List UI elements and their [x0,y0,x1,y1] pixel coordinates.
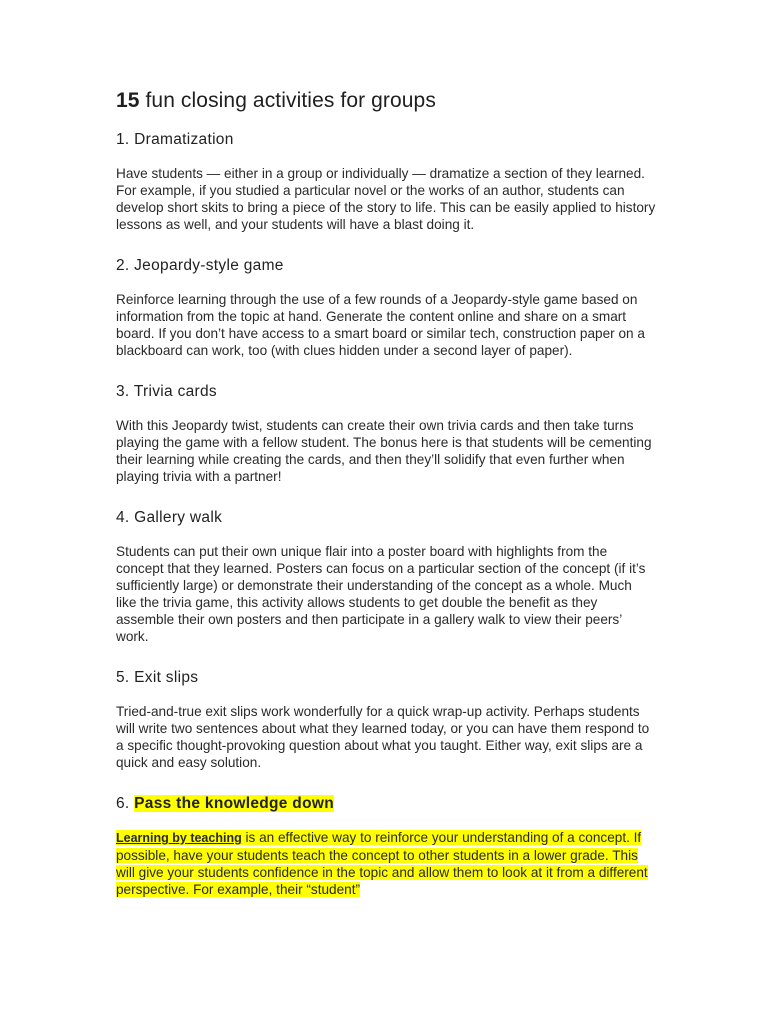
section-body-6-highlight [116,830,648,897]
section-heading-4: 4. Gallery walk [116,509,223,526]
page-title-text: fun closing activities for groups [139,89,436,112]
section-body-5: Tried-and-true exit slips work wonderfully for a quick wrap-up activity. Perhaps students will write two sentences about what they learned today, or you can have them respond to a specific thought-provoking question about what you taught. Either way, exit slips are a quick and easy solution. [116,704,650,770]
section-heading-5: 5. Exit slips [116,669,199,686]
section-heading-1: 1. Dramatization [116,131,234,148]
page-title-number: 15 [116,89,140,112]
section-body-3: With this Jeopardy twist, students can create their own trivia cards and then take turns playing the game with a fellow student. The bonus here is that students will be cementing their learning while creating the cards, and then they’ll solidify that even further when playing trivia with a partner! [116,418,652,484]
section-heading-6 [116,794,656,814]
document-page [116,88,656,921]
learning-by-teaching-link[interactable]: Learning by teaching [116,831,242,845]
section-heading-6-number: 6. [116,795,135,812]
section-body-4: Students can put their own unique flair into a poster board with highlights from the concept that they learned. Posters can focus on a particular section of the concept (if it’s sufficiently large) or demonstrate their understanding of the concept as a whole. Much like the trivia game, this activity allows students to get double the benefit as they assemble their own posters and then participate in a gallery walk to view their peers’ work. [116,544,646,644]
section-body-2: Reinforce learning through the use of a few rounds of a Jeopardy-style game based on information from the topic at hand. Generate the content online and share on a smart board. If you don’t have access to a smart board or similar tech, construction paper on a blackboard can work, too (with clues hidden under a second layer of paper). [116,292,645,358]
section-heading-2: 2. Jeopardy-style game [116,257,284,274]
section-body-1: Have students — either in a group or individually — dramatize a section of they learned. For example, if you studied a particular novel or the works of an author, students can develop short skits to bring a piece of the story to life. This can be easily applied to history lessons as well, and your students will have a blast doing it. [116,166,656,232]
section-heading-6-highlight: Pass the knowledge down [134,795,334,812]
section-body-6-text: is an effective way to reinforce your understanding of a concept. If possible, have your students teach the concept to other students in a lower grade. This will give your students confidence in the topic and allow them to look at it from a different perspective. For example, their “student” [116,830,648,897]
section-body-6 [116,829,656,898]
page-title [116,88,656,114]
section-heading-3: 3. Trivia cards [116,383,217,400]
